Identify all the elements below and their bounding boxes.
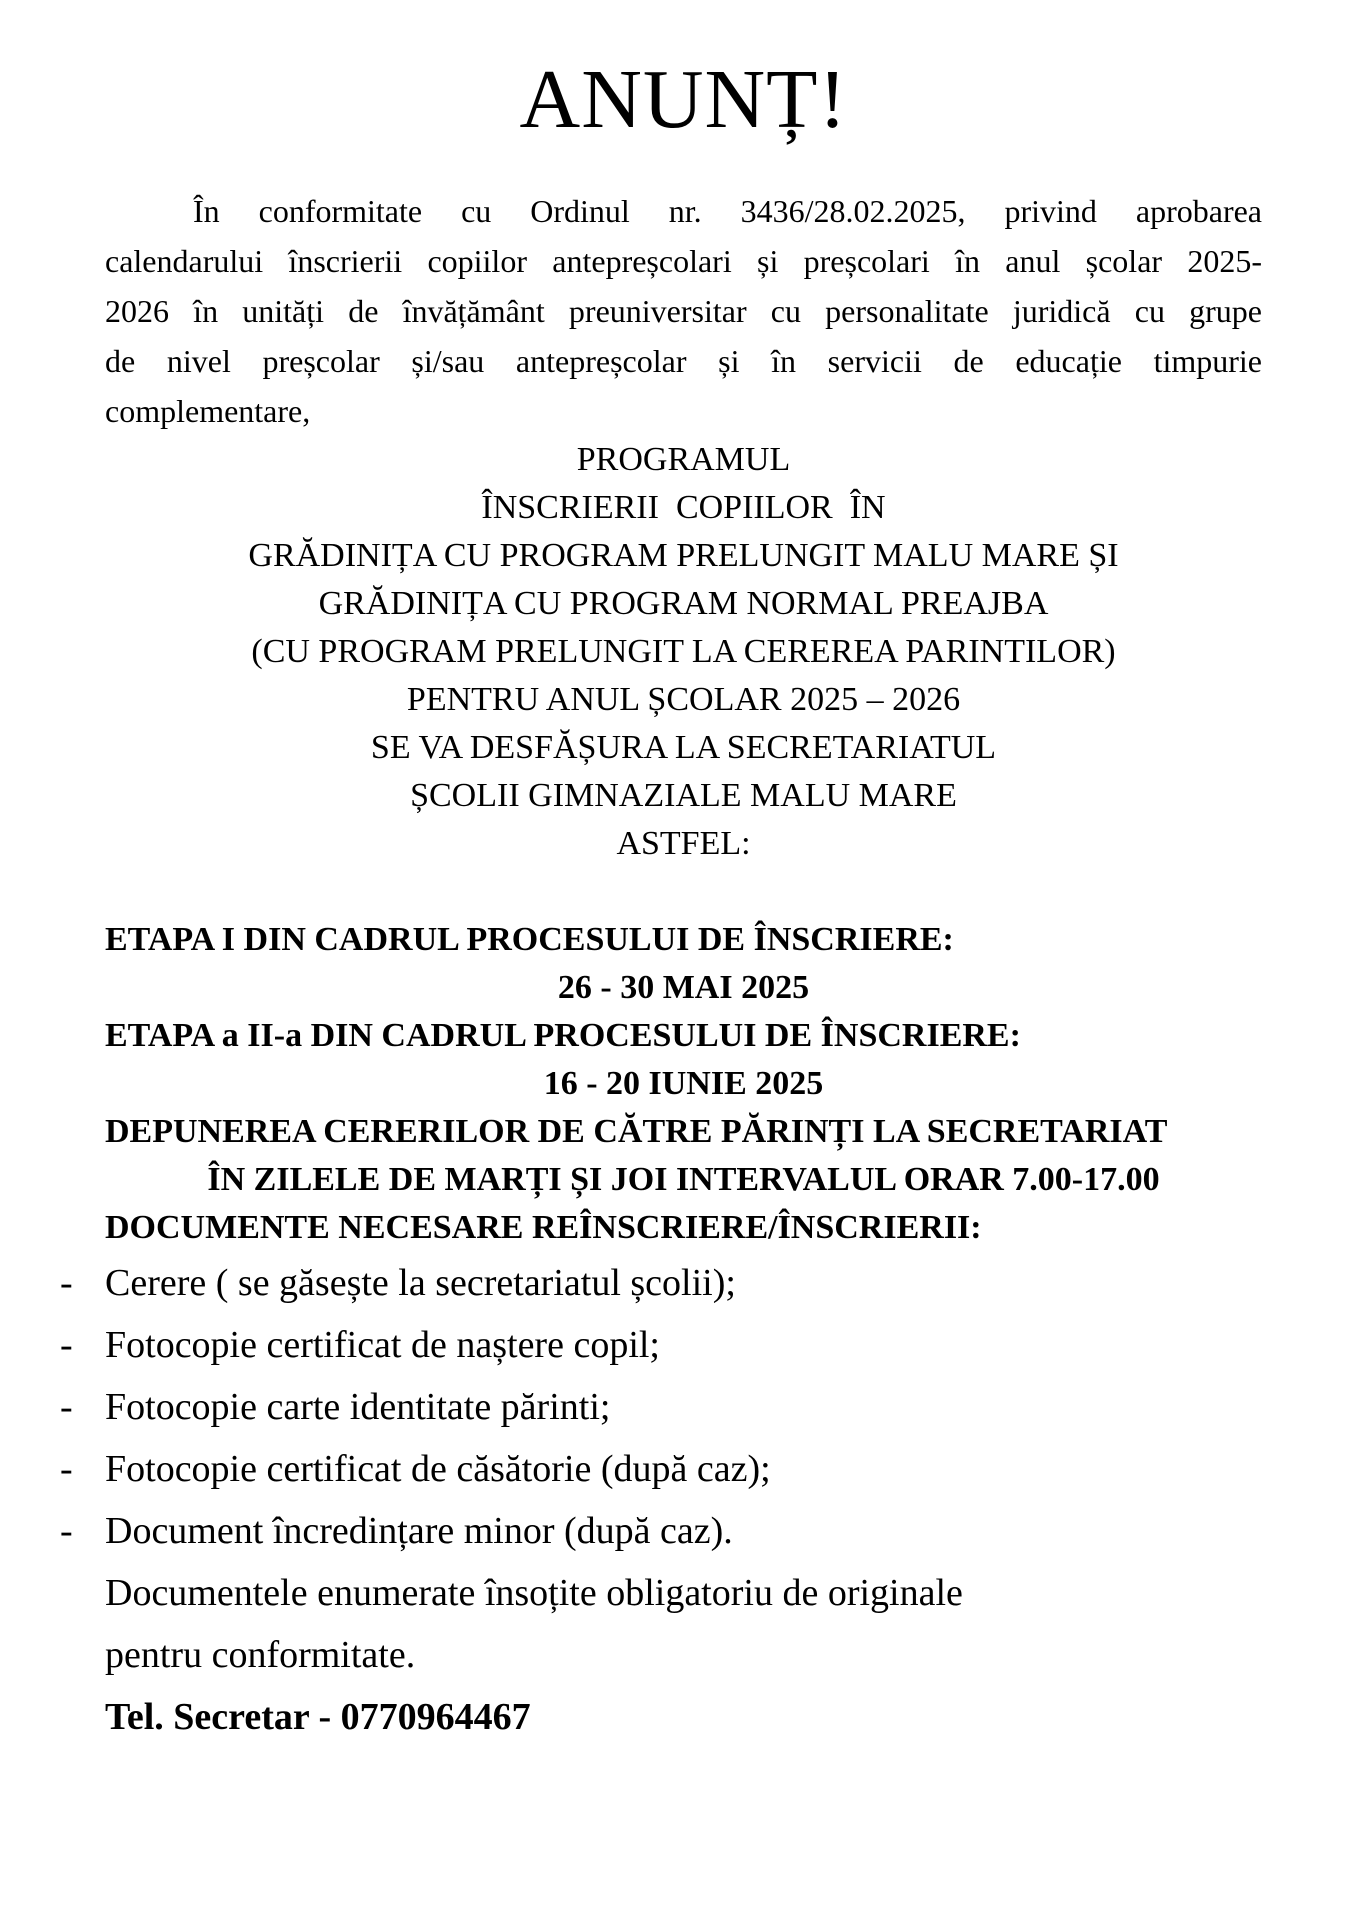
secretary-phone: Tel. Secretar - 0770964467 [105, 1696, 531, 1738]
intro-line: calendarului înscrierii copiilor antepreșcolari și preșcolari în anul școlar 2025- [105, 243, 1262, 279]
list-item [60, 1252, 1262, 1314]
note-line: pentru conformitate. [105, 1634, 416, 1676]
list-item [60, 1438, 1262, 1500]
required-documents-heading: DOCUMENTE NECESARE REÎNSCRIERE/ÎNSCRIERII: [105, 1209, 982, 1246]
intro-line: de nivel preșcolar și/sau antepreșcolar și în servicii de educație timpurie [105, 343, 1262, 379]
list-dash: - [60, 1386, 73, 1428]
schedule-stage-2-dates: 16 - 20 IUNIE 2025 [543, 1065, 824, 1102]
list-item-text: Fotocopie certificat de căsătorie (după caz); [105, 1448, 771, 1490]
list-item [60, 1314, 1262, 1376]
list-dash: - [60, 1510, 73, 1552]
program-line: GRĂDINIȚA CU PROGRAM NORMAL PREAJBA [318, 585, 1049, 622]
note-line: Documentele enumerate însoțite obligatoriu de originale [105, 1572, 963, 1614]
program-line: ÎNSCRIERII COPIILOR ÎN [481, 489, 886, 526]
list-item [60, 1500, 1262, 1562]
document-title: ANUNȚ! [519, 53, 848, 146]
schedule-stage-1-heading: ETAPA I DIN CADRUL PROCESULUI DE ÎNSCRIERE: [105, 921, 954, 958]
list-dash: - [60, 1324, 73, 1366]
schedule-stage-2-heading: ETAPA a II-a DIN CADRUL PROCESULUI DE ÎNSCRIERE: [105, 1017, 1021, 1054]
program-line: PENTRU ANUL ȘCOLAR 2025 – 2026 [406, 681, 961, 718]
program-line: SE VA DESFĂȘURA LA SECRETARIATUL [370, 729, 997, 766]
intro-line: complementare, [105, 393, 311, 429]
enrollment-schedule-block [105, 916, 1262, 1252]
required-documents-list [60, 1252, 1262, 1562]
list-item-text: Cerere ( se găsește la secretariatul școlii); [105, 1262, 736, 1304]
schedule-stage-1-dates: 26 - 30 MAI 2025 [557, 969, 810, 1006]
program-line: GRĂDINIȚA CU PROGRAM PRELUNGIT MALU MARE ȘI [248, 537, 1119, 574]
list-item-text: Document încredințare minor (după caz). [105, 1510, 733, 1552]
program-line: PROGRAMUL [576, 441, 791, 478]
originals-note [105, 1562, 1262, 1686]
list-item [60, 1376, 1262, 1438]
program-line: ASTFEL: [616, 825, 751, 862]
list-dash: - [60, 1262, 73, 1304]
schedule-submission-line: DEPUNEREA CERERILOR DE CĂTRE PĂRINȚI LA SECRETARIAT [105, 1113, 1168, 1150]
program-heading-block [105, 436, 1262, 868]
list-item-text: Fotocopie certificat de naștere copil; [105, 1324, 660, 1366]
program-line: ȘCOLII GIMNAZIALE MALU MARE [410, 777, 957, 814]
intro-line: 2026 în unități de învățământ preuniversitar cu personalitate juridică cu grupe [105, 293, 1262, 329]
intro-paragraph [105, 186, 1262, 436]
list-dash: - [60, 1448, 73, 1490]
intro-line: În conformitate cu Ordinul nr. 3436/28.02.2025, privind aprobarea [193, 193, 1262, 229]
schedule-hours-line: ÎN ZILELE DE MARȚI ȘI JOI INTERVALUL ORAR 7.00-17.00 [207, 1161, 1160, 1198]
list-item-text: Fotocopie carte identitate părinti; [105, 1386, 611, 1428]
program-line: (CU PROGRAM PRELUNGIT LA CEREREA PARINTILOR) [251, 633, 1116, 670]
